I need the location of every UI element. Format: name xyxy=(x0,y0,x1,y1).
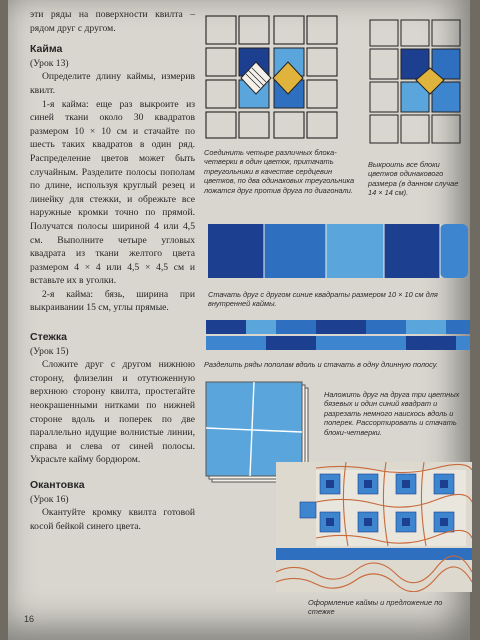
figure-flower-assembly xyxy=(204,14,344,142)
caption-fig5: Наложить друг на друга три цветных бязевых и один синий квадрат и разрезать немного наискось вдоль и поперек. Рассортировать и стачать блоки-четверки. xyxy=(324,390,460,437)
paragraph: Определите длину каймы, измерив квилт. xyxy=(30,71,195,96)
caption-fig1: Соединить четыре различных блока-четверки в один цветок, притачать треугольники в качестве сердцевин цветков, по два одинаковых треугольника ложатся друг против друга по диагонали. xyxy=(204,148,355,195)
lesson-ref: (Урок 13) xyxy=(30,57,69,69)
figure-cut-strip xyxy=(206,318,472,354)
page-number: 16 xyxy=(24,614,35,624)
figure-block-size xyxy=(368,18,464,146)
paragraph: Сложите друг с другом нижнюю сторону, флизелин и отутюженную верхнюю сторону квилта, простегайте неокрашенными нитками по нижней стороне вдоль и поперек по две параллельно идущие волнистые линии, справа и слева от синей полосы. Украсьте кайму бордюром. xyxy=(30,359,195,466)
caption-fig3: Стачать друг с другом синие квадраты размером 10 × 10 см для внутренней каймы. xyxy=(208,290,438,309)
book-page xyxy=(8,0,470,640)
section-heading-kaima: Кайма xyxy=(30,43,63,56)
lesson-ref: (Урок 16) xyxy=(30,493,69,505)
left-text-column xyxy=(30,8,195,533)
section-heading-okantovka: Окантовка xyxy=(30,479,85,491)
lesson-ref: (Урок 15) xyxy=(30,345,69,357)
figure-border-design xyxy=(276,462,472,592)
paragraph: 2-я кайма: бязь, ширина при выкраивании 15 см, углы прямые. xyxy=(30,288,195,314)
intro-text: эти ряды на поверхности квилта – рядом друг с другом. xyxy=(30,9,195,34)
caption-fig2: Выкроить все блоки цветков одинакового размера (в данном случае 14 × 14 см). xyxy=(368,160,459,198)
caption-fig6: Оформление каймы и предложение по стежке xyxy=(308,598,443,617)
caption-fig4: Разделить ряды пополам вдоль и стачать в одну длинную полосу. xyxy=(204,360,438,369)
paragraph: 1-я кайма: еще раз выкроите из синей ткани около 30 квадратов размером 10 × 10 см и стачайте по шесть таких квадратов в один ряд. Распределение цветов может быть случайным. Разделите полосы пополам по длине, используя круглый резец и линейку для стежки, и обрежьте все наружные кромки точно по прямой. Получатся полосы шириной 4 или 4,5 см. Выполните четыре угловых квадрата из ткани желтого цвета размером 4 × 4 или 4,5 × 4,5 см и вставьте их в уголки. xyxy=(30,98,195,287)
figure-blue-strip xyxy=(208,222,470,282)
paragraph: Окантуйте кромку квилта готовой косой бейкой синего цвета. xyxy=(30,507,195,532)
section-heading-stezhka: Стежка xyxy=(30,331,67,344)
